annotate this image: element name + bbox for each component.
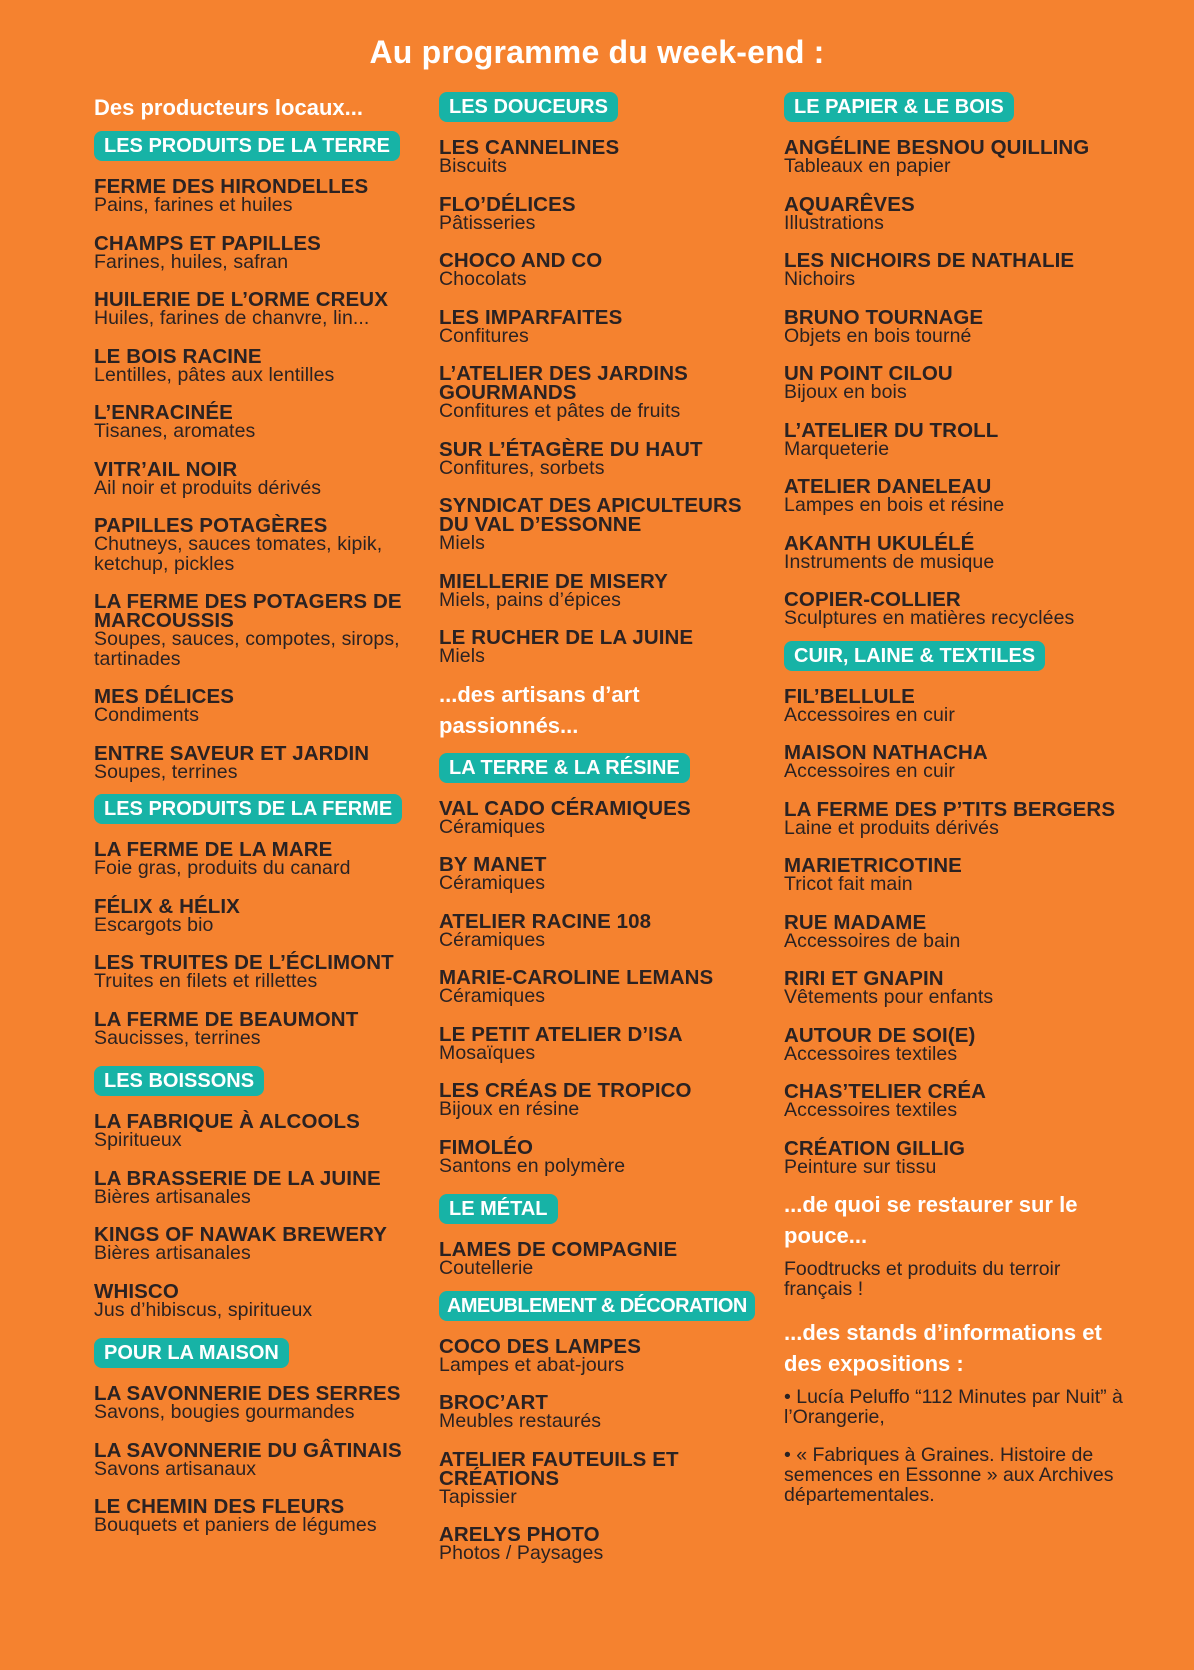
entry-name: CHAS’TELIER CRÉA (784, 1080, 987, 1103)
entry-name: ARELYS PHOTO (439, 1523, 600, 1546)
list-item (439, 1525, 769, 1564)
entry-name: FIMOLÉO (439, 1135, 534, 1159)
entry-name: LES TRUITES DE L’ÉCLIMONT (94, 951, 394, 974)
entry-desc: Chocolats (439, 268, 527, 290)
entry-desc: Ail noir et produits dérivés (94, 476, 322, 499)
list-item (94, 1007, 424, 1049)
list-item (784, 364, 1124, 403)
section-maison (94, 1384, 424, 1536)
list-item (784, 969, 1124, 1008)
list-item (784, 477, 1124, 516)
entry-desc: Tapissier (439, 1485, 517, 1508)
column-producers (94, 92, 424, 1548)
entry-name: KINGS OF NAWAK BREWERY (94, 1223, 388, 1246)
list-item (439, 1334, 769, 1376)
entry-desc: Céramiques (439, 872, 546, 894)
entry-desc: Céramiques (439, 928, 546, 951)
entry-desc: Vêtements pour enfants (784, 986, 994, 1008)
entry-name: LA SAVONNERIE DU GÂTINAIS (94, 1438, 402, 1462)
entry-desc: Soupes, terrines (94, 760, 238, 783)
list-item (94, 457, 424, 499)
entry-desc: Sculptures en matières recyclées (784, 607, 1075, 629)
list-item (439, 796, 769, 838)
entry-desc: Accessoires en cuir (784, 760, 955, 782)
entry-desc: Objets en bois tourné (784, 324, 972, 347)
entry-desc: Pains, farines et huiles (94, 194, 293, 216)
entry-desc: Huiles, farines de chanvre, lin... (94, 307, 370, 329)
entry-name: CRÉATION GILLIG (784, 1136, 966, 1160)
entry-desc: Biscuits (439, 155, 507, 177)
entry-desc: Confitures et pâtes de fruits (439, 400, 681, 422)
entry-desc: Coutellerie (439, 1257, 534, 1279)
section-label-boissons: LES BOISSONS (94, 1066, 264, 1096)
entry-desc: Lampes en bois et résine (784, 494, 1005, 516)
entry-name: BY MANET (439, 853, 547, 876)
info-item: • Lucía Peluffo “112 Minutes par Nuit” à l’Orangerie, (784, 1386, 1123, 1428)
list-item (784, 797, 1124, 839)
list-item (94, 1112, 424, 1151)
section-label-metal: LE MÉTAL (439, 1194, 558, 1224)
entry-name: LA FERME DES POTAGERS DE MARCOUSSIS (94, 590, 402, 632)
list-item (439, 1240, 769, 1279)
entry-desc: Tricot fait main (784, 873, 913, 895)
entry-name: MAISON NATHACHA (784, 741, 988, 764)
entry-desc: Bières artisanales (94, 1185, 251, 1208)
list-item (439, 305, 769, 347)
list-item (94, 1497, 424, 1536)
section-terre-resine (439, 796, 769, 1177)
list-item (94, 1166, 424, 1208)
entry-name: MES DÉLICES (94, 685, 235, 708)
entry-desc: Mosaïques (439, 1041, 536, 1064)
entry-name: FERME DES HIRONDELLES (94, 175, 369, 198)
entry-name: MARIE-CAROLINE LEMANS (439, 966, 714, 989)
entry-desc: Pâtisseries (439, 211, 536, 234)
entry-desc: Photos / Paysages (439, 1542, 604, 1564)
entry-name: WHISCO (94, 1279, 179, 1303)
list-item (94, 953, 424, 992)
list-item (439, 909, 769, 951)
entry-desc: Tisanes, aromates (94, 420, 256, 442)
list-item (784, 1082, 1124, 1121)
entry-desc: Laine et produits dérivés (784, 816, 999, 839)
entry-desc: Soupes, sauces, compotes, sirops, tartinades (94, 628, 400, 670)
section-label-ferme: LES PRODUITS DE LA FERME (94, 794, 402, 824)
section-ameublement (439, 1334, 769, 1564)
entry-name: LA SAVONNERIE DES SERRES (94, 1382, 401, 1405)
entry-desc: Accessoires textiles (784, 1099, 958, 1121)
list-item (784, 910, 1124, 952)
list-item (439, 364, 769, 422)
section-label-douceurs: LES DOUCEURS (439, 92, 618, 122)
list-item (784, 1136, 1124, 1178)
section-label-ameublement: AMEUBLEMENT & DÉCORATION (439, 1291, 755, 1321)
entry-desc: Bouquets et paniers de légumes (94, 1514, 377, 1536)
entry-desc: Bières artisanales (94, 1242, 251, 1264)
list-item (94, 1279, 424, 1321)
section-papier-bois (784, 138, 1124, 629)
entry-name: LE CHEMIN DES FLEURS (94, 1495, 345, 1518)
entry-name: CHOCO AND CO (439, 249, 603, 272)
entry-name: RIRI ET GNAPIN (784, 967, 944, 990)
entry-desc: Tableaux en papier (784, 155, 951, 177)
entry-desc: Farines, huiles, safran (94, 250, 289, 273)
section-cuir-textiles (784, 684, 1124, 1178)
entry-name: ATELIER DANELEAU (784, 475, 992, 498)
artisans-intro: ...des artisans d’art passionnés... (439, 681, 640, 738)
entry-name: FIL’BELLULE (784, 684, 915, 708)
entry-desc: Céramiques (439, 815, 546, 838)
list-item (94, 741, 424, 783)
entry-name: CHAMPS ET PAPILLES (94, 231, 321, 255)
list-item (439, 1135, 769, 1177)
entry-desc: Confitures, sorbets (439, 456, 605, 479)
entry-name: LES CANNELINES (439, 136, 620, 159)
entry-desc: Chutneys, sauces tomates, kipik, ketchup, pickles (94, 533, 383, 575)
entry-name: LA FERME DES P’TITS BERGERS (784, 797, 1116, 821)
entry-name: LE BOIS RACINE (94, 344, 262, 368)
entry-name: L’ATELIER DU TROLL (784, 418, 999, 442)
list-item (94, 592, 424, 669)
list-item (784, 1023, 1124, 1065)
list-item (94, 1384, 424, 1423)
entry-desc: Confitures (439, 324, 529, 347)
entry-name: MIELLERIE DE MISERY (439, 569, 668, 593)
entry-name: ATELIER FAUTEUILS ET CRÉATIONS (439, 1447, 679, 1490)
entry-name: VAL CADO CÉRAMIQUES (439, 796, 691, 820)
entry-desc: Miels (439, 645, 486, 667)
list-item (439, 1447, 769, 1508)
entry-name: AQUARÊVES (784, 192, 915, 216)
info-intro: ...des stands d’informations et des expositions : (784, 1320, 1102, 1376)
entry-name: AUTOUR DE SOI(E) (784, 1023, 976, 1047)
entry-desc: Condiments (94, 704, 200, 726)
entry-desc: Accessoires textiles (784, 1042, 958, 1065)
entry-name: HUILERIE DE L’ORME CREUX (94, 288, 388, 311)
entry-name: L’ENRACINÉE (94, 401, 233, 424)
entry-name: SYNDICAT DES APICULTEURS DU VAL D’ESSONNE (439, 494, 742, 536)
entry-name: RUE MADAME (784, 910, 927, 934)
list-item (439, 251, 769, 290)
entry-name: ATELIER RACINE 108 (439, 909, 652, 933)
list-item (94, 231, 424, 273)
list-item (784, 305, 1124, 347)
entry-name: ENTRE SAVEUR ET JARDIN (94, 741, 370, 765)
entry-desc: Céramiques (439, 985, 546, 1007)
section-label-terre-resine: LA TERRE & LA RÉSINE (439, 753, 690, 783)
entry-desc: Lentilles, pâtes aux lentilles (94, 363, 335, 386)
food-text: Foodtrucks et produits du terroir français ! (784, 1258, 1061, 1300)
entry-name: L’ATELIER DES JARDINS GOURMANDS (439, 362, 688, 404)
section-terre (94, 177, 424, 782)
list-item (439, 569, 769, 611)
list-item (439, 628, 769, 667)
entry-name: AKANTH UKULÉLÉ (784, 531, 975, 555)
entry-name: SUR L’ÉTAGÈRE DU HAUT (439, 437, 703, 461)
entry-name: FLO’DÉLICES (439, 192, 576, 216)
list-item (94, 687, 424, 726)
list-item (94, 177, 424, 216)
list-item (784, 418, 1124, 460)
list-item (94, 1225, 424, 1264)
list-item (439, 855, 769, 894)
entry-desc: Lampes et abat-jours (439, 1353, 625, 1376)
entry-desc: Bijoux en résine (439, 1098, 580, 1120)
list-item (784, 684, 1124, 726)
list-item (439, 192, 769, 234)
entry-name: LE RUCHER DE LA JUINE (439, 626, 694, 649)
entry-desc: Accessoires en cuir (784, 703, 955, 726)
list-item (439, 1022, 769, 1064)
list-item (439, 968, 769, 1007)
list-item (784, 743, 1124, 782)
entry-desc: Marqueterie (784, 437, 890, 460)
entry-desc: Saucisses, terrines (94, 1026, 261, 1049)
list-item (439, 496, 769, 554)
section-label-papier-bois: LE PAPIER & LE BOIS (784, 92, 1014, 122)
column-papier-textiles (784, 92, 1124, 1523)
entry-name: LES IMPARFAITES (439, 305, 623, 329)
entry-desc: Nichoirs (784, 268, 856, 290)
page-title: Au programme du week-end : (369, 34, 825, 70)
section-label-maison: POUR LA MAISON (94, 1338, 289, 1368)
list-item (94, 894, 424, 936)
entry-name: COCO DES LAMPES (439, 1334, 641, 1358)
entry-desc: Illustrations (784, 211, 884, 234)
list-item (94, 1438, 424, 1480)
entry-desc: Santons en polymère (439, 1154, 626, 1177)
section-metal (439, 1240, 769, 1279)
entry-desc: Jus d’hibiscus, spiritueux (94, 1298, 313, 1321)
entry-desc: Foie gras, produits du canard (94, 857, 351, 879)
list-item (439, 1081, 769, 1120)
entry-desc: Savons artisanaux (94, 1457, 257, 1480)
entry-name: LA FABRIQUE À ALCOOLS (94, 1110, 360, 1133)
entry-desc: Instruments de musique (784, 550, 995, 573)
producers-intro: Des producteurs locaux... (94, 95, 363, 120)
entry-desc: Bijoux en bois (784, 381, 907, 403)
list-item (439, 1393, 769, 1432)
list-item (94, 290, 424, 329)
list-item (784, 251, 1124, 290)
list-item (784, 192, 1124, 234)
entry-name: BROC’ART (439, 1391, 548, 1414)
entry-name: BRUNO TOURNAGE (784, 305, 984, 329)
entry-name: LE PETIT ATELIER D’ISA (439, 1022, 683, 1046)
entry-desc: Spiritueux (94, 1129, 182, 1151)
list-item (94, 516, 424, 574)
list-item (94, 403, 424, 442)
entry-desc: Truites en filets et rillettes (94, 970, 318, 992)
entry-name: LA FERME DE BEAUMONT (94, 1007, 359, 1031)
entry-desc: Meubles restaurés (439, 1410, 602, 1432)
entry-name: LA BRASSERIE DE LA JUINE (94, 1166, 381, 1190)
entry-name: FÉLIX & HÉLIX (94, 894, 240, 918)
section-boissons (94, 1112, 424, 1320)
list-item (94, 840, 424, 879)
list-item (784, 590, 1124, 629)
entry-desc: Miels, pains d’épices (439, 588, 622, 611)
entry-desc: Peinture sur tissu (784, 1155, 937, 1178)
list-item (439, 437, 769, 479)
section-douceurs (439, 138, 769, 667)
food-intro: ...de quoi se restaurer sur le pouce... (784, 1192, 1078, 1248)
entry-name: LES NICHOIRS DE NATHALIE (784, 249, 1075, 272)
info-item: • « Fabriques à Graines. Histoire de semences en Essonne » aux Archives départementales. (784, 1444, 1114, 1506)
entry-name: LES CRÉAS DE TROPICO (439, 1079, 692, 1102)
entry-name: MARIETRICOTINE (784, 854, 962, 877)
list-item (784, 531, 1124, 573)
entry-name: ANGÉLINE BESNOU QUILLING (784, 136, 1090, 159)
list-item (94, 344, 424, 386)
section-ferme (94, 840, 424, 1048)
entry-name: UN POINT CILOU (784, 362, 953, 385)
section-label-terre: LES PRODUITS DE LA TERRE (94, 131, 400, 161)
column-douceurs-artisans (439, 92, 769, 1576)
entry-desc: Miels (439, 532, 486, 554)
section-label-cuir-textiles: CUIR, LAINE & TEXTILES (784, 641, 1045, 671)
entry-name: PAPILLES POTAGÈRES (94, 514, 328, 537)
entry-desc: Accessoires de bain (784, 929, 961, 952)
list-item (784, 138, 1124, 177)
list-item (784, 856, 1124, 895)
entry-name: LA FERME DE LA MARE (94, 838, 333, 861)
entry-name: LAMES DE COMPAGNIE (439, 1238, 678, 1261)
entry-name: VITR’AIL NOIR (94, 457, 238, 481)
list-item (439, 138, 769, 177)
entry-name: COPIER-COLLIER (784, 588, 961, 611)
entry-desc: Savons, bougies gourmandes (94, 1401, 355, 1423)
entry-desc: Escargots bio (94, 913, 214, 936)
